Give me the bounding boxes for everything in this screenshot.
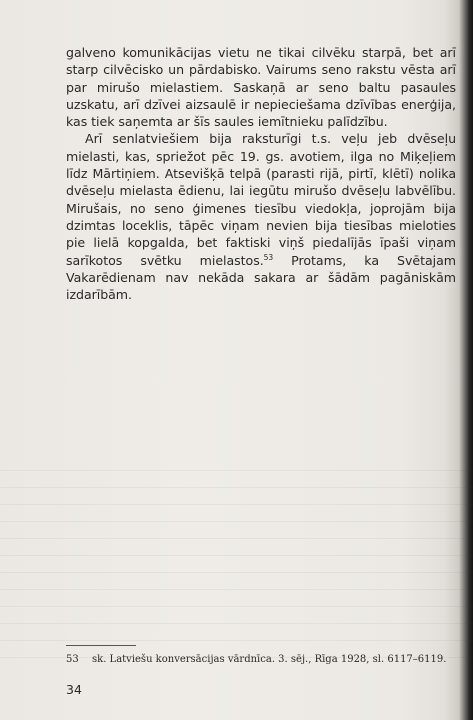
paragraph-2-tail: Protams, ka Svētajam Vakarēdienam nav nekāda sakara ar šādām pagāniskām izdarībām. xyxy=(66,252,456,303)
footnote-number: 53 xyxy=(66,654,79,665)
footnote-text: sk. Latviešu konversācijas vārdnīca. 3. sēj., Rīga 1928, sl. 6117–6119. xyxy=(92,654,447,665)
paragraph-1: galveno komunikācijas vietu ne tikai cilvēku starpā, bet arī starp cilvēcisko un pārdabisko. Vairums seno rakstu vēsta arī par mirušo mielastiem. Saskaņā ar seno baltu pasaules uzskatu, arī dzīvei aizsaulē ir nepieciešama dzīvības enerģija, kas tiek saņemta ar šīs saules iemītnieku palīdzību. xyxy=(66,45,456,130)
paragraph-2-text: Arī senlatviešiem bija raksturīgi t.s. veļu jeb dvēseļu mielasti, kas, spriežot pēc 19. gs. avotiem, ilga no Miķeļiem līdz Mārtiņiem. Atsevišķā telpā (parasti rijā, pirtī, klētī) nolika dvēseļu mielasta ēdienu, lai iegūtu mirušo dvēseļu labvēlību. Mirušais, no seno ģimenes tiesību viedokļa, joprojām bija dzimtas loceklis, tāpēc viņam nevien bija tiesības mieloties pie lielā kopgalda, bet faktiski viņš piedalījās īpaši viņam sarīkotos svētku mielastos. xyxy=(66,131,456,268)
show-through-texture xyxy=(0,470,473,660)
paragraph-2 xyxy=(66,130,456,303)
footnote xyxy=(66,654,456,665)
page-number: 34 xyxy=(66,682,82,697)
main-text xyxy=(66,44,456,303)
footnote-reference: 53 xyxy=(263,252,274,262)
footnote-rule xyxy=(66,645,136,646)
